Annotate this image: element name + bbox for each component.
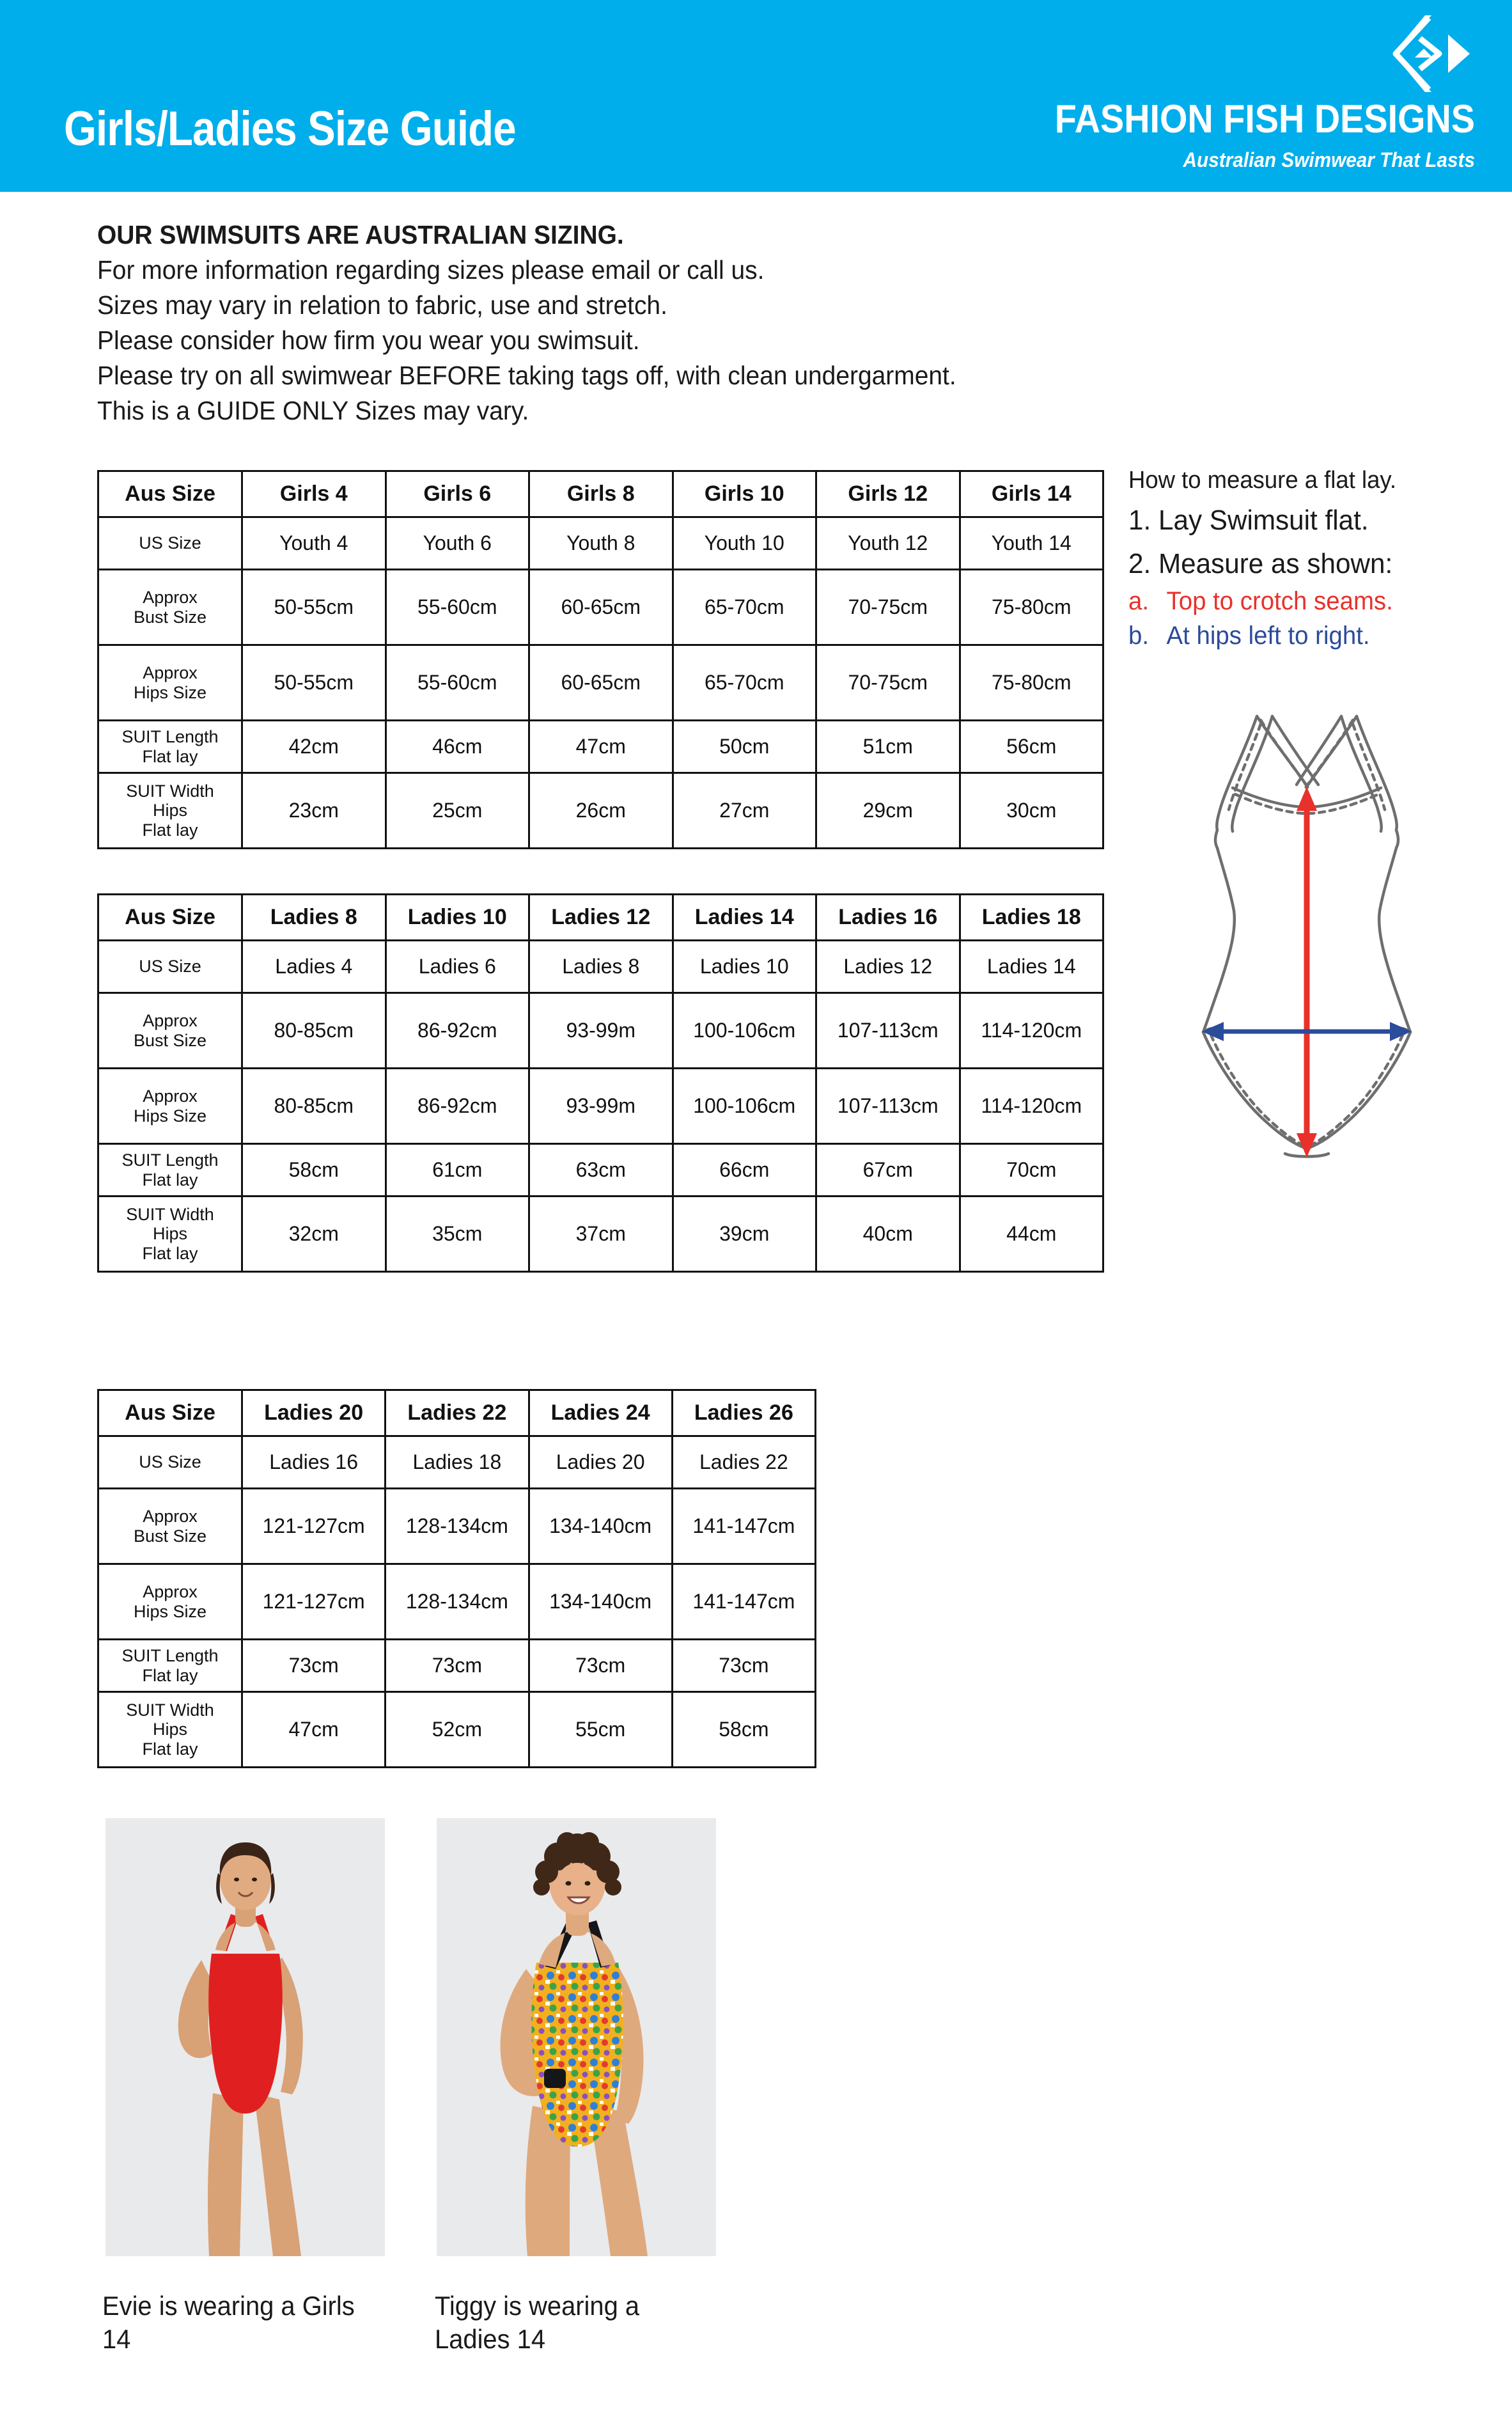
table-row — [98, 721, 1103, 773]
measure-step-2: 2. Measure as shown: — [1128, 548, 1393, 579]
table-cell: 23cm — [242, 773, 386, 849]
intro-line-0: OUR SWIMSUITS ARE AUSTRALIAN SIZING. — [97, 220, 624, 249]
table-row — [98, 1640, 816, 1692]
table-header-row — [98, 895, 1103, 941]
table-cell: 73cm — [386, 1640, 529, 1692]
table-cell: 58cm — [672, 1692, 815, 1768]
table-cell: 141-147cm — [672, 1489, 815, 1564]
measure-sub-b-text: At hips left to right. — [1166, 622, 1370, 650]
table-cell: Ladies 22 — [672, 1436, 815, 1489]
table-cell: 70cm — [960, 1144, 1103, 1197]
table-cell: 27cm — [673, 773, 816, 849]
table-cell: 30cm — [960, 773, 1103, 849]
table-cell: 44cm — [960, 1197, 1103, 1272]
caption-tiggy: Tiggy is wearing a Ladies 14 — [435, 2291, 640, 2354]
row-label: SUIT Length Flat lay — [98, 1144, 242, 1197]
table-row — [98, 993, 1103, 1069]
table-row — [98, 1069, 1103, 1144]
measure-sub-a-marker: a. — [1128, 587, 1150, 615]
table-cell: 93-99m — [529, 1069, 673, 1144]
column-header: Girls 10 — [673, 471, 816, 517]
table-cell: 121-127cm — [242, 1489, 386, 1564]
column-header: Ladies 20 — [242, 1390, 386, 1436]
girls-size-table — [97, 470, 1104, 849]
row-label: Approx Bust Size — [98, 993, 242, 1069]
row-label: US Size — [98, 517, 242, 570]
table-cell: 93-99m — [529, 993, 673, 1069]
column-header: Ladies 18 — [960, 895, 1103, 941]
intro-line-4: Please try on all swimwear BEFORE taking tags off, with clean undergarment. — [97, 361, 956, 390]
table-cell: 107-113cm — [816, 993, 960, 1069]
measure-title: How to measure a flat lay. — [1128, 467, 1397, 494]
table-cell: 58cm — [242, 1144, 386, 1197]
table-cell: 46cm — [386, 721, 529, 773]
row-label: Approx Hips Size — [98, 1069, 242, 1144]
row-label: SUIT Width Hips Flat lay — [98, 1197, 242, 1272]
table-cell: 73cm — [672, 1640, 815, 1692]
table-cell: 66cm — [673, 1144, 816, 1197]
swimsuit-flat-lay-diagram-icon — [1175, 679, 1463, 1184]
table-cell: 114-120cm — [960, 993, 1103, 1069]
table-cell: 73cm — [529, 1640, 672, 1692]
table-cell: 100-106cm — [673, 1069, 816, 1144]
table-cell: 60-65cm — [529, 645, 673, 721]
column-header: Girls 8 — [529, 471, 673, 517]
column-header: Aus Size — [98, 895, 242, 941]
table-row — [98, 1436, 816, 1489]
table-row — [98, 570, 1103, 645]
table-cell: Youth 10 — [673, 517, 816, 570]
table-cell: 39cm — [673, 1197, 816, 1272]
table-cell: 128-134cm — [386, 1564, 529, 1640]
table-row — [98, 1564, 816, 1640]
table-cell: 107-113cm — [816, 1069, 960, 1144]
model-photo-evie — [105, 1818, 385, 2256]
table-row — [98, 517, 1103, 570]
row-label: Approx Bust Size — [98, 570, 242, 645]
table-cell: 50-55cm — [242, 645, 386, 721]
page-header — [0, 0, 1512, 192]
table-header-row — [98, 1390, 816, 1436]
column-header: Ladies 26 — [672, 1390, 815, 1436]
table-cell: 56cm — [960, 721, 1103, 773]
intro-line-5: This is a GUIDE ONLY Sizes may vary. — [97, 396, 529, 425]
measure-sub-b — [1128, 618, 1478, 653]
table-row — [98, 1692, 816, 1768]
measure-sub-a-text: Top to crotch seams. — [1166, 587, 1393, 615]
column-header: Ladies 12 — [529, 895, 673, 941]
table-cell: Ladies 12 — [816, 941, 960, 993]
caption-evie: Evie is wearing a Girls 14 — [102, 2291, 355, 2354]
table-cell: 70-75cm — [816, 570, 960, 645]
table-cell: Ladies 20 — [529, 1436, 672, 1489]
table-row — [98, 773, 1103, 849]
row-label: Approx Bust Size — [98, 1489, 242, 1564]
table-cell: Ladies 14 — [960, 941, 1103, 993]
table-cell: 61cm — [386, 1144, 529, 1197]
row-label: SUIT Length Flat lay — [98, 1640, 242, 1692]
ladies-size-table-8-18 — [97, 893, 1104, 1273]
girl-in-red-swimsuit-illustration-icon — [105, 1818, 385, 2256]
column-header: Ladies 14 — [673, 895, 816, 941]
brand-block — [938, 13, 1475, 172]
column-header: Ladies 22 — [386, 1390, 529, 1436]
table-cell: 55cm — [529, 1692, 672, 1768]
row-label: Approx Hips Size — [98, 1564, 242, 1640]
table-cell: Ladies 16 — [242, 1436, 386, 1489]
table-cell: Youth 4 — [242, 517, 386, 570]
table-cell: 73cm — [242, 1640, 386, 1692]
intro-paragraph — [97, 217, 1376, 428]
table-cell: 114-120cm — [960, 1069, 1103, 1144]
table-cell: 55-60cm — [386, 570, 529, 645]
table-cell: 134-140cm — [529, 1489, 672, 1564]
table-cell: 86-92cm — [386, 1069, 529, 1144]
row-label: Approx Hips Size — [98, 645, 242, 721]
table-cell: 29cm — [816, 773, 960, 849]
intro-line-2: Sizes may vary in relation to fabric, use and stretch. — [97, 290, 667, 320]
table-cell: 40cm — [816, 1197, 960, 1272]
column-header: Girls 12 — [816, 471, 960, 517]
table-row — [98, 645, 1103, 721]
table-cell: 47cm — [529, 721, 673, 773]
column-header: Girls 4 — [242, 471, 386, 517]
fish-diamond-logo-icon — [1392, 13, 1475, 95]
row-label: SUIT Length Flat lay — [98, 721, 242, 773]
table-cell: Youth 6 — [386, 517, 529, 570]
table-cell: Youth 8 — [529, 517, 673, 570]
table-cell: 35cm — [386, 1197, 529, 1272]
column-header: Girls 6 — [386, 471, 529, 517]
table-row — [98, 1489, 816, 1564]
table-cell: 52cm — [386, 1692, 529, 1768]
table-cell: 60-65cm — [529, 570, 673, 645]
table-cell: 26cm — [529, 773, 673, 849]
table-cell: 70-75cm — [816, 645, 960, 721]
table-cell: 47cm — [242, 1692, 386, 1768]
column-header: Ladies 8 — [242, 895, 386, 941]
brand-name: FASHION FISH DESIGNS — [1054, 97, 1475, 141]
table-cell: 67cm — [816, 1144, 960, 1197]
table-cell: 65-70cm — [673, 570, 816, 645]
column-header: Ladies 10 — [386, 895, 529, 941]
table-cell: 50cm — [673, 721, 816, 773]
table-cell: 75-80cm — [960, 645, 1103, 721]
table-cell: Ladies 18 — [386, 1436, 529, 1489]
table-cell: 75-80cm — [960, 570, 1103, 645]
table-cell: 65-70cm — [673, 645, 816, 721]
table-cell: Ladies 8 — [529, 941, 673, 993]
woman-in-print-swimsuit-illustration-icon — [437, 1818, 716, 2256]
row-label: SUIT Width Hips Flat lay — [98, 1692, 242, 1768]
column-header: Aus Size — [98, 471, 242, 517]
intro-line-3: Please consider how firm you wear you swimsuit. — [97, 326, 640, 355]
table-cell: 80-85cm — [242, 1069, 386, 1144]
table-cell: 25cm — [386, 773, 529, 849]
table-cell: 100-106cm — [673, 993, 816, 1069]
how-to-measure-panel — [1128, 464, 1493, 653]
table-row — [98, 1197, 1103, 1272]
model-photo-tiggy — [437, 1818, 716, 2256]
table-cell: Ladies 10 — [673, 941, 816, 993]
row-label: US Size — [98, 941, 242, 993]
brand-tagline: Australian Swimwear That Lasts — [1183, 148, 1475, 171]
table-cell: 32cm — [242, 1197, 386, 1272]
table-cell: Ladies 6 — [386, 941, 529, 993]
table-cell: 121-127cm — [242, 1564, 386, 1640]
red-length-arrow-icon — [1297, 787, 1317, 1157]
table-cell: 50-55cm — [242, 570, 386, 645]
column-header: Ladies 16 — [816, 895, 960, 941]
measure-step-1: 1. Lay Swimsuit flat. — [1128, 505, 1369, 536]
table-cell: 51cm — [816, 721, 960, 773]
table-cell: Youth 14 — [960, 517, 1103, 570]
table-cell: 134-140cm — [529, 1564, 672, 1640]
measure-sub-a — [1128, 584, 1478, 618]
table-header-row — [98, 471, 1103, 517]
table-cell: 128-134cm — [386, 1489, 529, 1564]
column-header: Aus Size — [98, 1390, 242, 1436]
table-cell: 37cm — [529, 1197, 673, 1272]
column-header: Girls 14 — [960, 471, 1103, 517]
table-cell: 63cm — [529, 1144, 673, 1197]
table-cell: Youth 12 — [816, 517, 960, 570]
row-label: SUIT Width Hips Flat lay — [98, 773, 242, 849]
table-cell: 80-85cm — [242, 993, 386, 1069]
row-label: US Size — [98, 1436, 242, 1489]
table-cell: 55-60cm — [386, 645, 529, 721]
table-cell: 42cm — [242, 721, 386, 773]
table-cell: 86-92cm — [386, 993, 529, 1069]
measure-sub-b-marker: b. — [1128, 622, 1150, 650]
table-row — [98, 941, 1103, 993]
table-row — [98, 1144, 1103, 1197]
table-cell: 141-147cm — [672, 1564, 815, 1640]
intro-line-1: For more information regarding sizes please email or call us. — [97, 255, 765, 285]
ladies-size-table-20-26 — [97, 1389, 816, 1768]
table-cell: Ladies 4 — [242, 941, 386, 993]
page-title: Girls/Ladies Size Guide — [64, 102, 516, 156]
column-header: Ladies 24 — [529, 1390, 672, 1436]
